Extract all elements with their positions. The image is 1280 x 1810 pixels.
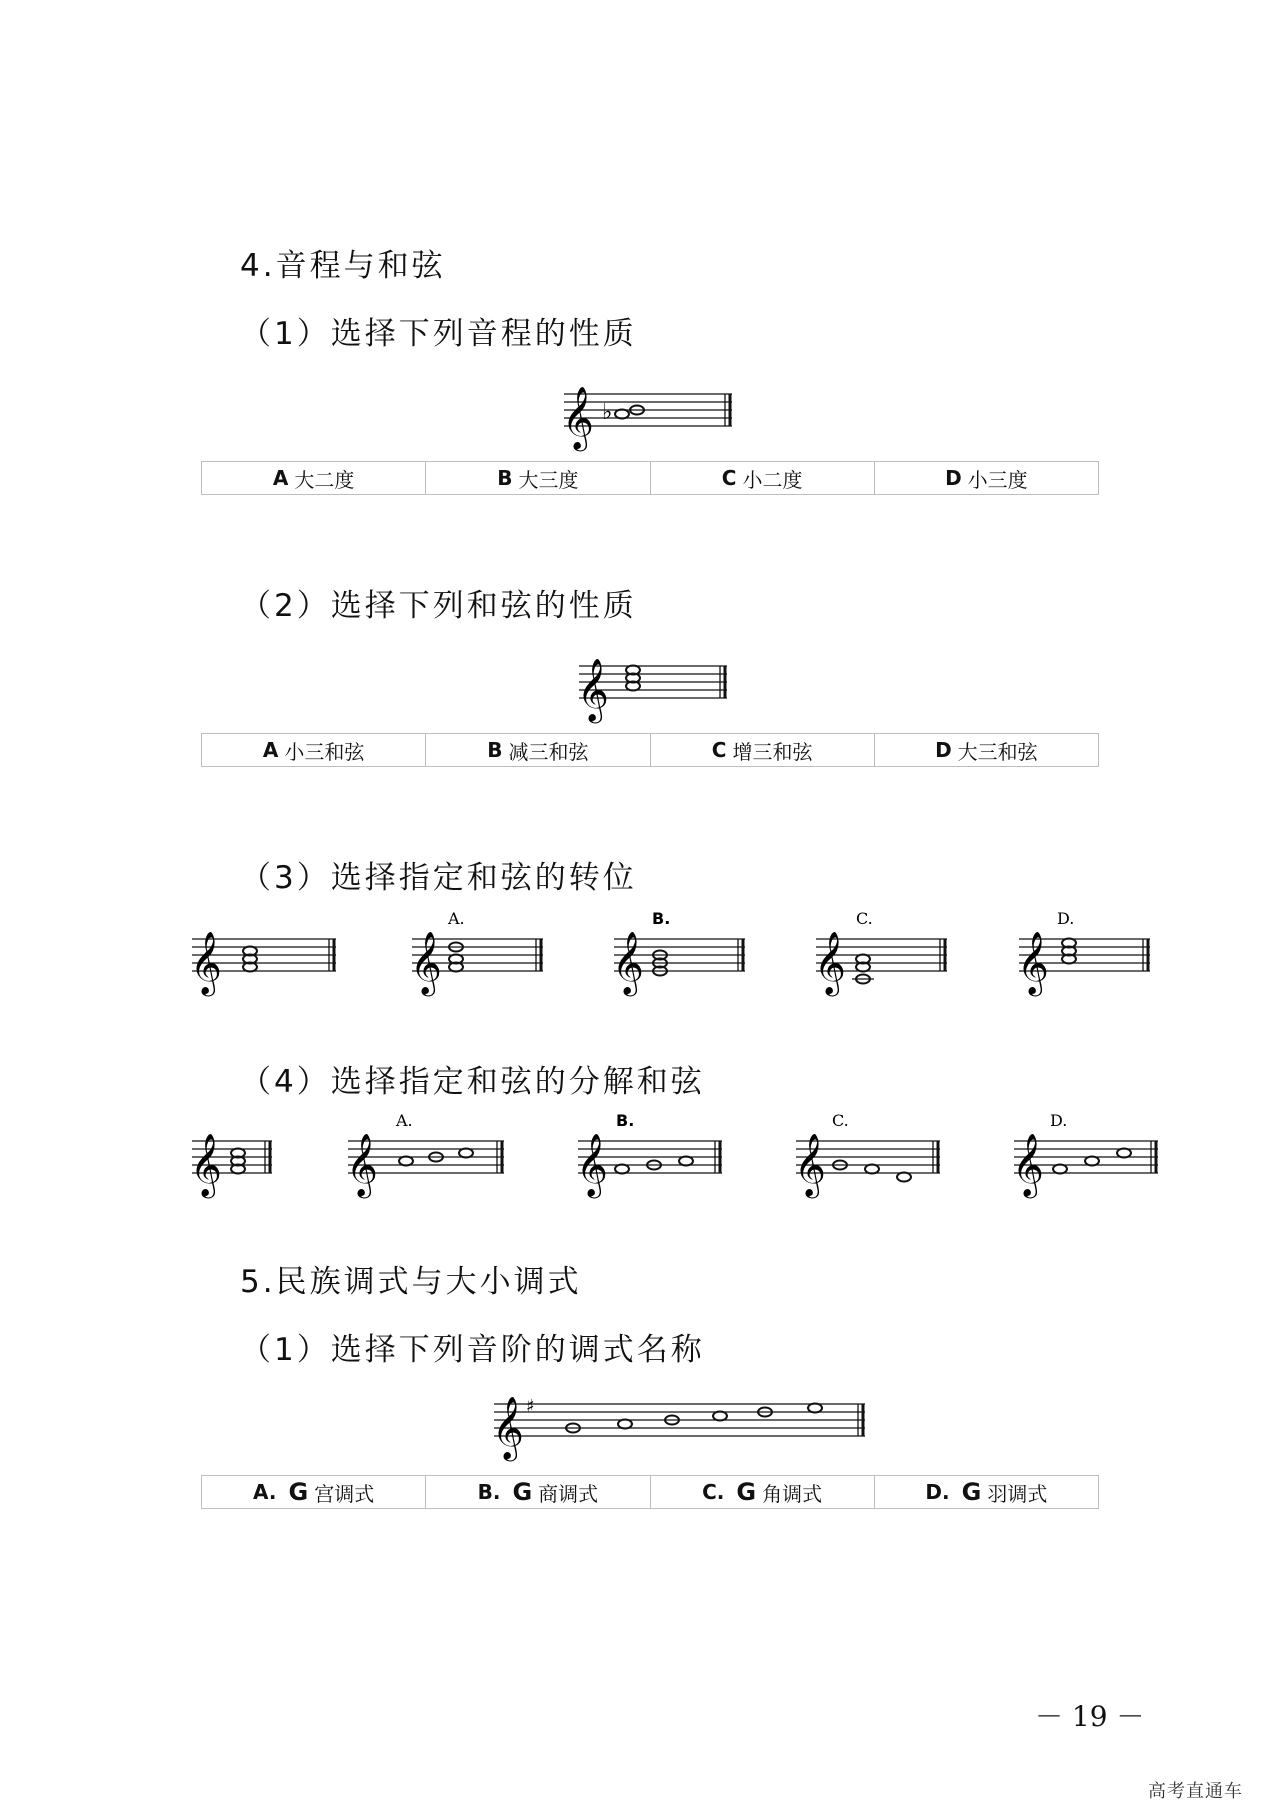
q3-option-a[interactable]	[408, 910, 548, 995]
note-b-flat	[615, 410, 629, 419]
q5-option-c[interactable]: C. G 角调式	[651, 1476, 875, 1508]
treble-clef-icon: 𝄞	[794, 1133, 826, 1196]
q5-option-d[interactable]: D. G 羽调式	[925, 1478, 1048, 1506]
q1-option-b[interactable]: B 大三度	[426, 462, 650, 494]
treble-clef-icon: 𝄞	[1017, 931, 1049, 994]
watermark: 高考直通车	[1148, 1781, 1243, 1802]
svg-text:A.: A.	[396, 1111, 413, 1130]
q3-option-c[interactable]	[812, 910, 952, 1000]
q1-option-c[interactable]: C 小二度	[651, 462, 875, 494]
svg-text:D.: D.	[1057, 909, 1075, 928]
q5-options-table	[201, 1475, 1099, 1509]
q5-option-b[interactable]: B. G 商调式	[426, 1476, 650, 1508]
q1-option-d[interactable]: D 小三度	[945, 466, 1028, 492]
q4-option-a[interactable]	[344, 1112, 508, 1197]
section-5-title: 5.民族调式与大小调式	[240, 1264, 582, 1300]
sharp-icon: ♯	[526, 1396, 535, 1417]
svg-text:A.: A.	[448, 909, 465, 928]
section-4-title: 4.音程与和弦	[240, 248, 446, 284]
svg-text:B.: B.	[652, 909, 671, 928]
q1-option-a[interactable]: A 大二度	[202, 462, 426, 494]
page-number: － 19 －	[1035, 1700, 1145, 1733]
question-4-3: （3）选择指定和弦的转位	[240, 860, 637, 896]
q2-option-a[interactable]: A 小三和弦	[202, 734, 426, 766]
treble-clef-icon: 𝄞	[190, 931, 222, 994]
q2-option-c[interactable]: C 增三和弦	[651, 734, 875, 766]
treble-clef-icon: 𝄞	[814, 931, 846, 994]
question-5-1: （1）选择下列音阶的调式名称	[240, 1332, 705, 1368]
q3-option-b[interactable]	[610, 910, 750, 995]
flat-icon: ♭	[602, 400, 613, 425]
q4-given-chord	[188, 1127, 288, 1197]
question-4-2: （2）选择下列和弦的性质	[240, 588, 637, 624]
q4-option-c[interactable]	[792, 1112, 944, 1202]
svg-text:B.: B.	[616, 1111, 635, 1130]
q1-options-table	[201, 461, 1099, 495]
q2-option-b[interactable]: B 减三和弦	[426, 734, 650, 766]
treble-clef-icon: 𝄞	[576, 1133, 608, 1196]
svg-text:C.: C.	[832, 1111, 849, 1130]
q5-option-a[interactable]: A. G 宫调式	[202, 1476, 426, 1508]
q4-option-b[interactable]	[574, 1112, 726, 1197]
q2-options-table	[201, 733, 1099, 767]
treble-clef-icon: 𝄞	[612, 931, 644, 994]
scale-staff	[490, 1390, 870, 1460]
question-4-1: （1）选择下列音程的性质	[240, 316, 637, 352]
q3-given-chord	[188, 925, 338, 995]
treble-clef-icon: 𝄞	[562, 386, 594, 449]
q2-option-d[interactable]: D 大三和弦	[935, 738, 1038, 764]
treble-clef-icon: 𝄞	[410, 931, 442, 994]
chord-staff	[575, 652, 735, 722]
svg-text:C.: C.	[856, 909, 873, 928]
treble-clef-icon: 𝄞	[1012, 1133, 1044, 1196]
q3-option-d[interactable]	[1015, 910, 1155, 995]
treble-clef-icon: 𝄞	[577, 658, 609, 721]
svg-text:D.: D.	[1050, 1111, 1068, 1130]
treble-clef-icon: 𝄞	[190, 1133, 222, 1196]
interval-staff	[560, 380, 740, 450]
treble-clef-icon: 𝄞	[492, 1396, 524, 1459]
q4-option-d[interactable]	[1010, 1112, 1162, 1197]
treble-clef-icon: 𝄞	[346, 1133, 378, 1196]
chord-notes	[626, 666, 640, 691]
question-4-4: （4）选择指定和弦的分解和弦	[240, 1064, 705, 1100]
